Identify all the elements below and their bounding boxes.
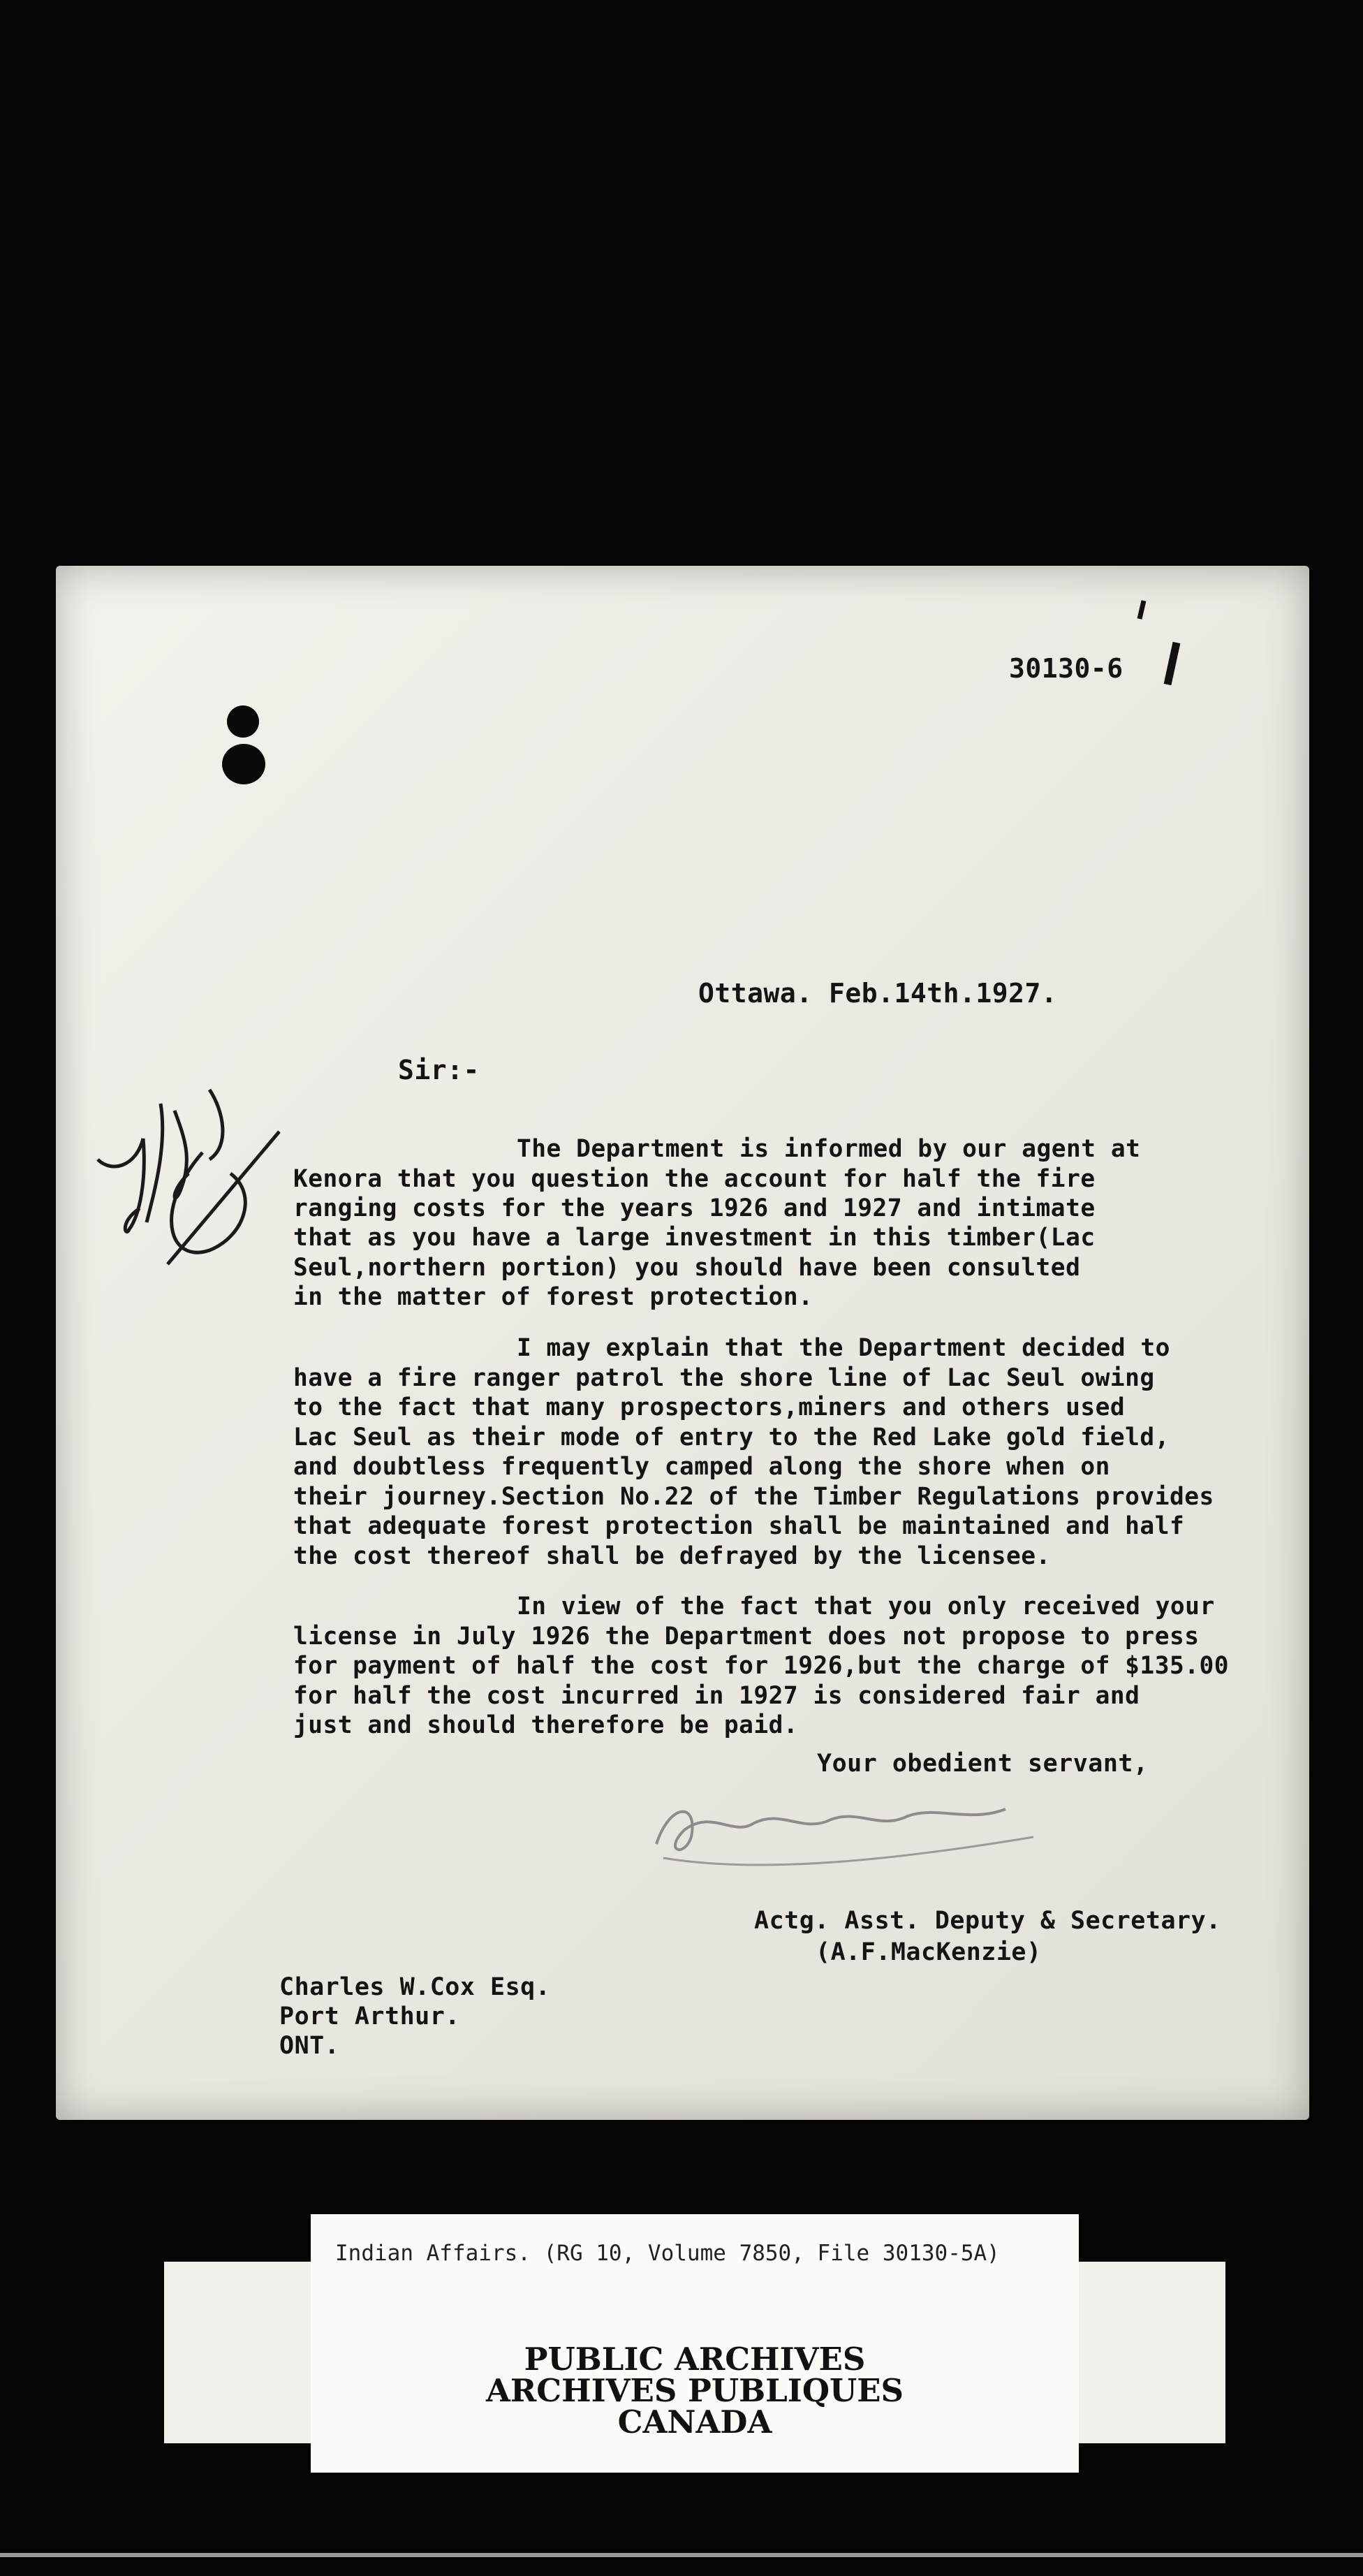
body-line: Seul,northern portion) you should have been consulted [293, 1254, 1081, 1282]
punch-hole-mark [222, 744, 265, 784]
archive-name-line: CANADA [617, 2403, 772, 2440]
body-line: in the matter of forest protection. [293, 1283, 813, 1311]
body-line: ranging costs for the years 1926 and 1927 and intimate [293, 1194, 1096, 1222]
scan-edge [0, 2553, 1363, 2557]
body-line: Lac Seul as their mode of entry to the Red Lake gold field, [293, 1424, 1170, 1451]
handwritten-signature [642, 1781, 1061, 1879]
body-line: and doubtless frequently camped along the shore when on [293, 1453, 1110, 1481]
recipient-line: Charles W.Cox Esq. [279, 1973, 551, 2001]
body-line: the cost thereof shall be defrayed by the licensee. [293, 1542, 1051, 1570]
body-line: just and should therefore be paid. [293, 1711, 799, 1739]
body-line: I may explain that the Department decided to [517, 1334, 1170, 1362]
salutation: Sir:- [398, 1055, 480, 1085]
body-line: that adequate forest protection shall be maintained and half [293, 1512, 1185, 1540]
body-line: Kenora that you question the account for half the fire [293, 1165, 1096, 1193]
file-number: 30130-6 [1009, 653, 1123, 684]
file-number-tick-mark [1124, 594, 1187, 691]
body-line: have a fire ranger patrol the shore line of Lac Seul owing [293, 1364, 1155, 1392]
body-line: license in July 1926 the Department does not propose to press [293, 1623, 1200, 1651]
body-line: for payment of half the cost for 1926,but the charge of $135.00 [293, 1652, 1230, 1680]
archive-name-line: PUBLIC ARCHIVES [524, 2341, 866, 2378]
archive-reference: Indian Affairs. (RG 10, Volume 7850, File 30130-5A) [335, 2241, 1000, 2266]
signer-name: (A.F.MacKenzie) [816, 1938, 1042, 1966]
body-line: In view of the fact that you only received your [517, 1593, 1215, 1620]
body-line: their journey.Section No.22 of the Timber Regulations provides [293, 1483, 1214, 1511]
punch-hole-mark [227, 705, 259, 738]
handwritten-initials [70, 1055, 300, 1278]
body-line: for half the cost incurred in 1927 is considered fair and [293, 1682, 1140, 1710]
closing: Your obedient servant, [817, 1750, 1149, 1778]
recipient-line: Port Arthur. [279, 2003, 460, 2030]
letter-page [56, 566, 1309, 2120]
archive-name-line: ARCHIVES PUBLIQUES [485, 2372, 904, 2409]
recipient-line: ONT. [279, 2032, 340, 2060]
body-line: The Department is informed by our agent at [517, 1135, 1141, 1163]
signer-title: Actg. Asst. Deputy & Secretary. [754, 1907, 1221, 1935]
letter-date: Ottawa. Feb.14th.1927. [698, 978, 1058, 1009]
body-line: that as you have a large investment in this timber(Lac [293, 1224, 1096, 1252]
body-line: to the fact that many prospectors,miners and others used [293, 1393, 1126, 1421]
